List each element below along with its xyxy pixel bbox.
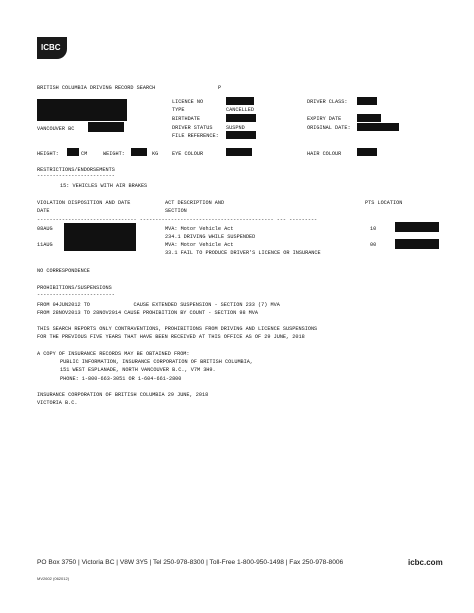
driver-status-label: DRIVER STATUS <box>172 125 213 131</box>
height-unit: CM <box>81 151 88 157</box>
restriction-item: 15: VEHICLES WITH AIR BRAKES <box>60 183 148 189</box>
prohibitions-heading: PROHIBITIONS/SUSPENSIONS <box>37 285 112 291</box>
insurance-line-1: A COPY OF INSURANCE RECORDS MAY BE OBTAINED FROM: <box>37 351 190 357</box>
violations-col3-header: PTS LOCATION <box>365 200 403 206</box>
redacted-name-block <box>37 99 127 121</box>
prohibition-line-1: FROM 04JUN2012 TO CAUSE EXTENDED SUSPENSION - SECTION 233 (7) MVA <box>37 302 280 308</box>
insurance-line-2: PUBLIC INFORMATION, INSURANCE CORPORATION OF BRITISH COLUMBIA, <box>60 359 254 365</box>
hair-colour-label: HAIR COLOUR <box>307 151 342 157</box>
no-correspondence: NO CORRESPONDENCE <box>37 268 90 274</box>
type-value: CANCELLED <box>226 107 255 113</box>
report-title: BRITISH COLUMBIA DRIVING RECORD SEARCH <box>37 85 156 91</box>
violation-row-1-date: 08AUG <box>37 226 53 232</box>
redacted-driver-class <box>357 97 377 105</box>
redacted-hair-colour <box>357 148 377 156</box>
restrictions-underline: ------------------------- <box>37 173 115 179</box>
violations-col1b-header: DATE <box>37 208 50 214</box>
licence-no-label: LICENCE NO <box>172 99 204 105</box>
violations-col2-header: ACT DESCRIPTION AND <box>165 200 225 206</box>
redacted-file-reference <box>226 131 256 139</box>
original-date-label: ORIGINAL DATE: <box>307 125 351 131</box>
footer-contact: PO Box 3750 | Victoria BC | V8W 3Y5 | Tel 250-978-8300 | Toll-Free 1-800-950-1498 | Fax 250-978-8006 <box>37 559 344 566</box>
driver-class-label: DRIVER CLASS: <box>307 99 348 105</box>
violation-row-1-section: 234.1 DRIVING WHILE SUSPENDED <box>165 234 256 240</box>
height-label: HEIGHT: <box>37 151 59 157</box>
violation-row-1-pts: 10 <box>370 226 377 232</box>
violations-divider: -------------------------------- ------------------------------------------- --- --------- <box>37 217 318 223</box>
violation-row-2-section: 33.1 FAIL TO PRODUCE DRIVER'S LICENCE OR INSURANCE <box>165 250 321 256</box>
signoff-line-2: VICTORIA B.C. <box>37 400 78 406</box>
weight-unit: KG <box>152 151 159 157</box>
prohibitions-underline: ------------------------- <box>37 292 115 298</box>
redacted-address <box>88 122 124 132</box>
redacted-weight <box>131 148 147 156</box>
violations-col1-header: VIOLATION DISPOSITION AND DATE <box>37 200 131 206</box>
redacted-expiry-date <box>357 114 381 122</box>
redacted-location-2 <box>395 239 439 249</box>
violations-col2b-header: SECTION <box>165 208 187 214</box>
redacted-eye-colour <box>226 148 252 156</box>
redacted-birthdate <box>226 114 256 122</box>
violation-row-2-date: 11AUG <box>37 242 53 248</box>
report-title-suffix: P <box>218 85 222 91</box>
redacted-original-date <box>357 123 399 131</box>
violation-row-1-act: MVA: Motor Vehicle Act <box>165 226 234 232</box>
file-reference-label: FILE REFERENCE: <box>172 133 219 139</box>
type-label: TYPE <box>172 107 185 113</box>
icbc-logo <box>37 37 67 59</box>
redacted-violation-details <box>64 223 136 251</box>
redacted-licence-no <box>226 97 254 105</box>
violation-row-2-act: MVA: Motor Vehicle Act <box>165 242 234 248</box>
footer-site-link[interactable]: icbc.com <box>408 558 443 567</box>
expiry-date-label: EXPIRY DATE <box>307 116 342 122</box>
logo-text: ICBC <box>41 43 61 52</box>
signoff-line-1: INSURANCE CORPORATION OF BRITISH COLUMBIA 29 JUNE, 2018 <box>37 392 209 398</box>
notice-line-2: FOR THE PREVIOUS FIVE YEARS THAT HAVE BEEN RECEIVED AT THIS OFFICE AS OF 29 JUNE, 2018 <box>37 334 305 340</box>
insurance-line-4: PHONE: 1-800-663-3051 OR 1-604-661-2800 <box>60 376 182 382</box>
driver-status-value: SUSPND <box>226 125 245 131</box>
redacted-location-1 <box>395 222 439 232</box>
birthdate-label: BIRTHDATE <box>172 116 201 122</box>
insurance-line-3: 151 WEST ESPLANADE, NORTH VANCOUVER B.C., V7M 3H9. <box>60 367 216 373</box>
form-number: MV2602 (062012) <box>37 576 70 581</box>
prohibition-line-2: FROM 28NOV2013 TO 28NOV2014 CAUSE PROHIBITION BY COUNT - SECTION 98 MVA <box>37 310 259 316</box>
weight-label: WEIGHT: <box>103 151 125 157</box>
redacted-height <box>67 148 79 156</box>
violation-row-2-pts: 00 <box>370 242 377 248</box>
restrictions-heading: RESTRICTIONS/ENDORSEMENTS <box>37 167 115 173</box>
notice-line-1: THIS SEARCH REPORTS ONLY CONTRAVENTIONS, PROHIBITIONS FROM DRIVING AND LICENCE SUSPENSIONS <box>37 326 318 332</box>
city-text: VANCOUVER BC <box>37 126 75 132</box>
eye-colour-label: EYE COLOUR <box>172 151 204 157</box>
